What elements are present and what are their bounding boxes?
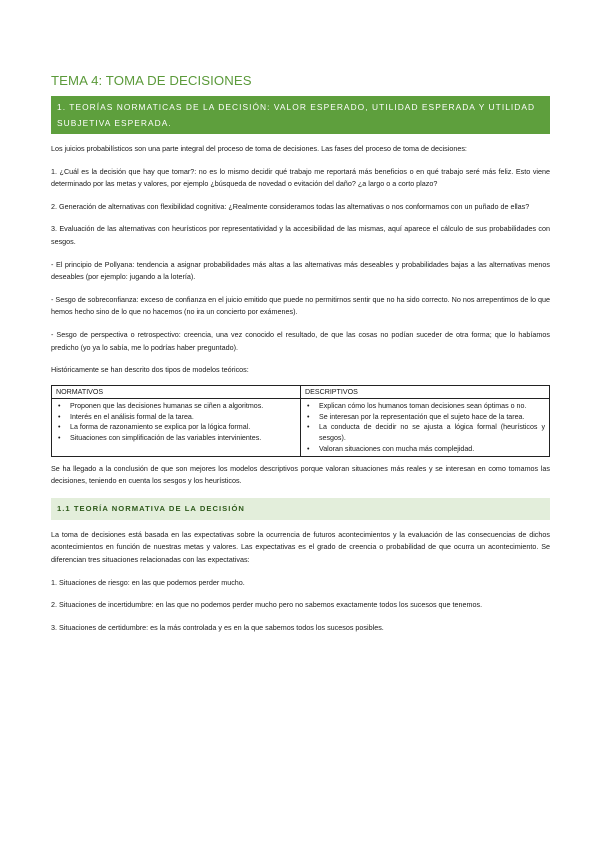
risk-situation-paragraph: 1. Situaciones de riesgo: en las que podemos perder mucho. (51, 577, 245, 587)
list-item: • La forma de razonamiento se explica por la lógica formal. (56, 422, 296, 433)
header-normativos: NORMATIVOS (52, 385, 301, 398)
pollyana-bias-paragraph: - El principio de Pollyana: tendencia a asignar probabilidades más altas a las alternativas más deseables y probabilidades bajas a las alternativas menos deseables (por ejemplo: jugando a la lotería). (51, 259, 550, 282)
intro-paragraph: Los juicios probabilísticos son una parte integral del proceso de toma de decisiones. Las fases del proceso de toma de decisiones: (51, 144, 467, 153)
list-item: • Situaciones con simplificación de las variables intervinientes. (56, 433, 296, 444)
models-table (51, 385, 550, 457)
list-item: • La conducta de decidir no se ajusta a lógica formal (heurísticos y sesgos). (305, 422, 545, 444)
section-heading: 1. TEORÍAS NORMATICAS DE LA DECISIÓN: VALOR ESPERADO, UTILIDAD ESPERADA Y UTILIDAD SUBJETIVA ESPERADA. (51, 96, 550, 134)
normativos-cell (52, 398, 301, 456)
certainty-situation-paragraph: 3. Situaciones de certidumbre: es la más controlada y es en la que sabemos todos los sucesos posibles. (51, 622, 384, 632)
descriptivos-list (305, 401, 545, 455)
list-item: • Proponen que las decisiones humanas se ciñen a algoritmos. (56, 401, 296, 412)
phase-1-paragraph: 1. ¿Cuál es la decisión que hay que tomar?: no es lo mismo decidir qué trabajo me reportará más beneficios o en qué trabajo seré más feliz. Esto viene determinado por las metas y valores, por ejemplo ¿búsqueda de novedad o evitación del daño? ¿a largo o a corto plazo? (51, 166, 550, 189)
table-header-row (52, 385, 550, 398)
models-intro-paragraph: Históricamente se han descrito dos tipos de modelos teóricos: (51, 365, 249, 375)
conclusion-paragraph: Se ha llegado a la conclusión de que son mejores los modelos descriptivos porque valoran situaciones más reales y se interesan en como tomamos las decisiones, teniendo en cuenta los sesgos y los heurísticos. (51, 463, 550, 486)
list-item: • Se interesan por la representación que el sujeto hace de la tarea. (305, 412, 545, 423)
normativos-list (56, 401, 296, 444)
descriptivos-cell (301, 398, 550, 456)
expectations-paragraph: La toma de decisiones está basada en las expectativas sobre la ocurrencia de futuros acontecimientos y la evaluación de las consecuencias de dichos acontecimientos en función de nuestras metas y valores. Las expectativas es el grado de creencia o probabilidad de que ocurra un acontecimiento. Se diferencian tres situaciones relacionadas con las expectativas: (51, 529, 550, 565)
phase-3-paragraph: 3. Evaluación de las alternativas con heurísticos por representatividad y la accesibilidad de las mismas, aquí aparece el cálculo de sus probabilidades con sesgos. (51, 224, 550, 246)
document-content (51, 72, 550, 644)
header-descriptivos: DESCRIPTIVOS (301, 385, 550, 398)
document-title: TEMA 4: TOMA DE DECISIONES (51, 73, 252, 88)
uncertainty-situation-paragraph: 2. Situaciones de incertidumbre: en las que no podemos perder mucho pero no sabemos exactamente todos los sucesos que tenemos. (51, 600, 483, 610)
phase-2-paragraph: 2. Generación de alternativas con flexibilidad cognitiva: ¿Realmente consideramos todas las alternativas o nos conformamos con un puñado de ellas? (51, 201, 530, 211)
list-item: • Valoran situaciones con mucha más complejidad. (305, 444, 545, 455)
subsection-heading: 1.1 TEORÍA NORMATIVA DE LA DECISIÓN (51, 498, 550, 520)
table-row (52, 398, 550, 456)
overconfidence-bias-paragraph: - Sesgo de sobreconfianza: exceso de confianza en el juicio emitido que puede no permitirnos sentir que no ha sido correcto. No nos arrepentimos de lo que hemos hecho sino de lo que no hacemos (no ira un concierto por exámenes). (51, 294, 550, 317)
list-item: • Explican cómo los humanos toman decisiones sean óptimas o no. (305, 401, 545, 412)
list-item: • Interés en el análisis formal de la tarea. (56, 412, 296, 423)
hindsight-bias-paragraph: - Sesgo de perspectiva o retrospectivo: creencia, una vez conocido el resultado, de que las cosas no podían suceder de otra forma; que lo habíamos predicho (yo ya lo sabía, me lo podrías haber preguntado). (51, 329, 550, 352)
